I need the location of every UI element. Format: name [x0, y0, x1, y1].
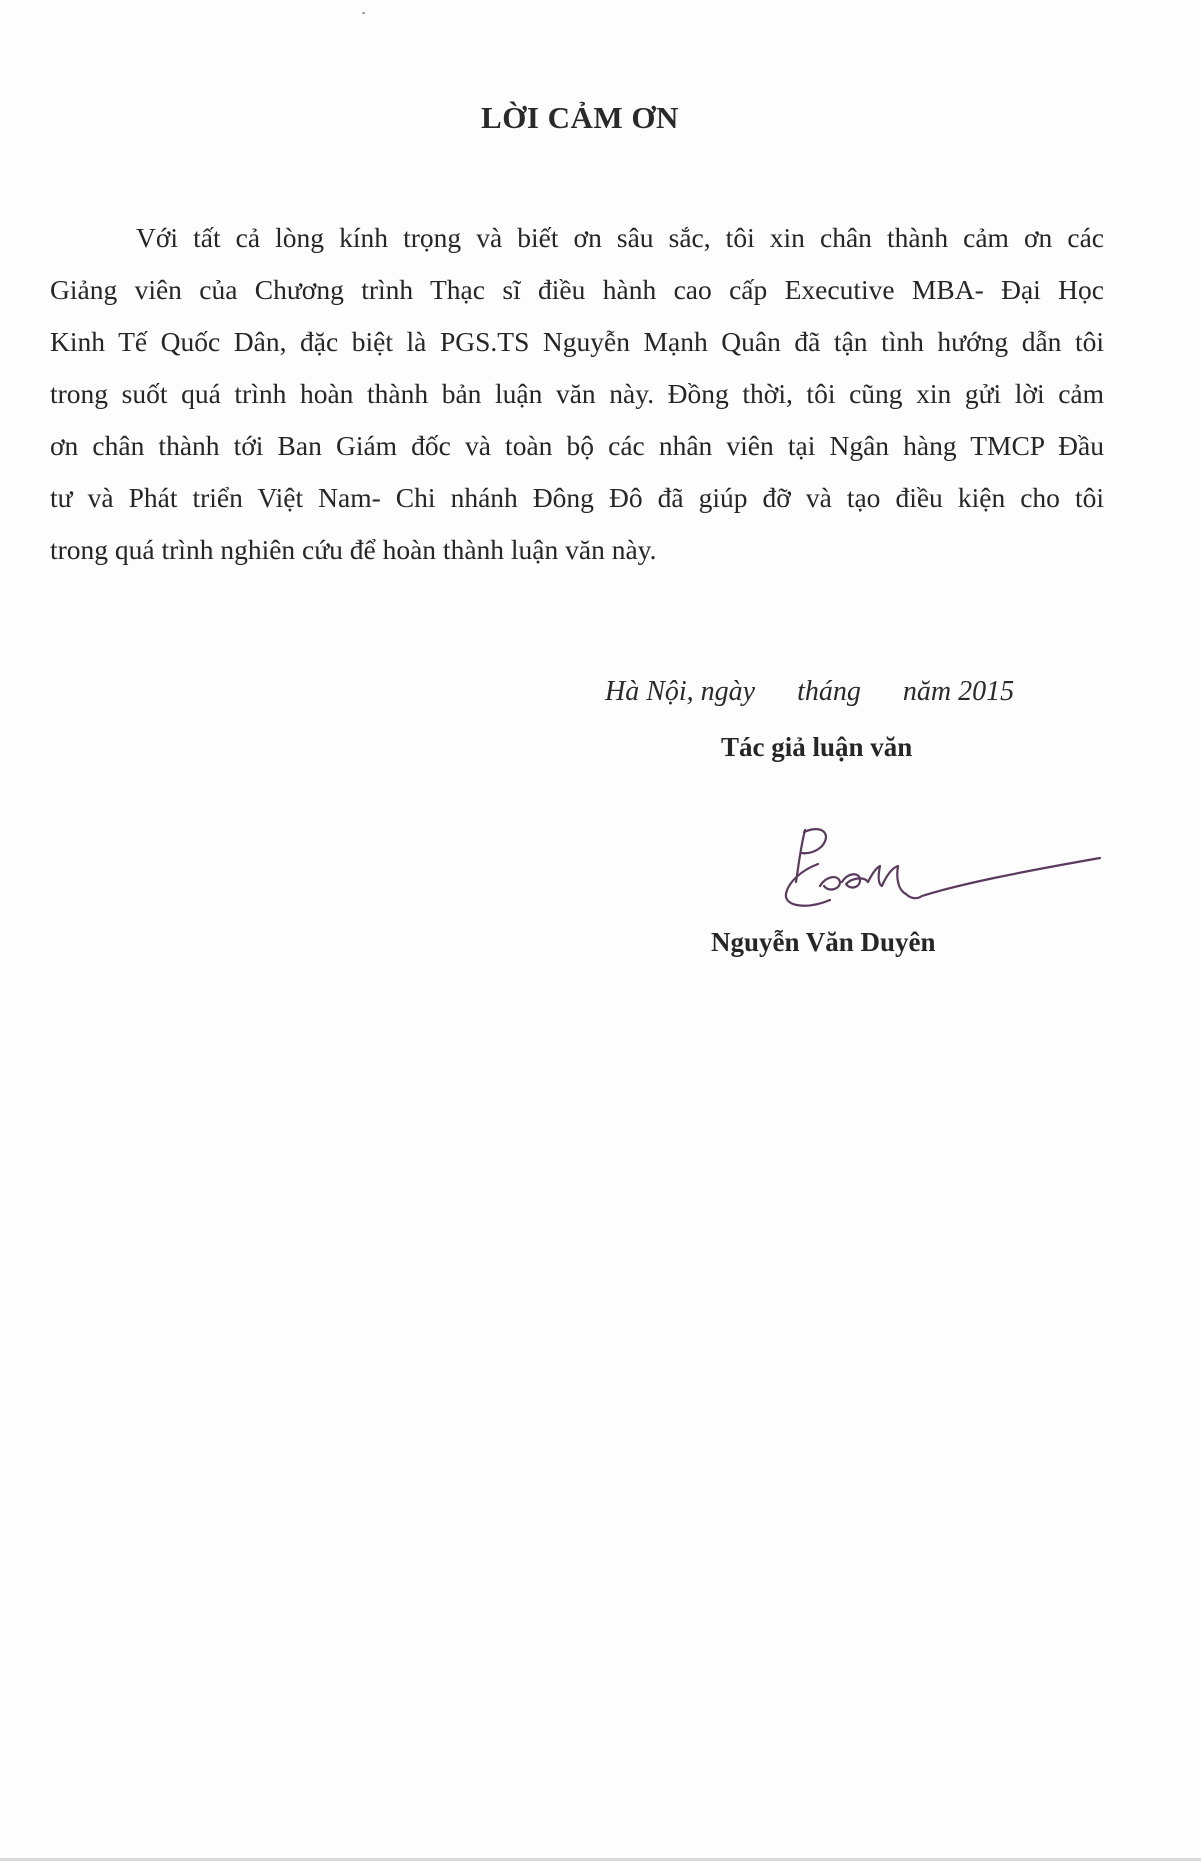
paragraph-line: Giảng viên của Chương trình Thạc sĩ điều hành cao cấp Executive MBA- Đại Học — [50, 274, 1104, 305]
author-name: Nguyễn Văn Duyên — [711, 927, 936, 957]
acknowledgement-paragraph — [50, 212, 1104, 576]
paragraph-line: Kinh Tế Quốc Dân, đặc biệt là PGS.TS Nguyễn Mạnh Quân đã tận tình hướng dẫn tôi — [50, 326, 1104, 357]
paragraph-line: trong suốt quá trình hoàn thành bản luận văn này. Đồng thời, tôi cũng xin gửi lời cảm — [50, 378, 1104, 409]
page-title: LỜI CẢM ƠN — [481, 100, 679, 135]
paragraph-line: trong quá trình nghiên cứu để hoàn thành luận văn này. — [50, 534, 657, 565]
scan-speck — [362, 12, 365, 14]
paragraph-line: tư và Phát triển Việt Nam- Chi nhánh Đông Đô đã giúp đỡ và tạo điều kiện cho tôi — [50, 482, 1104, 513]
paragraph-line: Với tất cả lòng kính trọng và biết ơn sâu sắc, tôi xin chân thành cảm ơn các — [136, 222, 1104, 253]
paragraph-line: ơn chân thành tới Ban Giám đốc và toàn bộ các nhân viên tại Ngân hàng TMCP Đầu — [50, 430, 1104, 461]
author-role: Tác giả luận văn — [721, 732, 913, 762]
signature — [760, 820, 1105, 920]
place-date: Hà Nội, ngày tháng năm 2015 — [605, 676, 1015, 707]
